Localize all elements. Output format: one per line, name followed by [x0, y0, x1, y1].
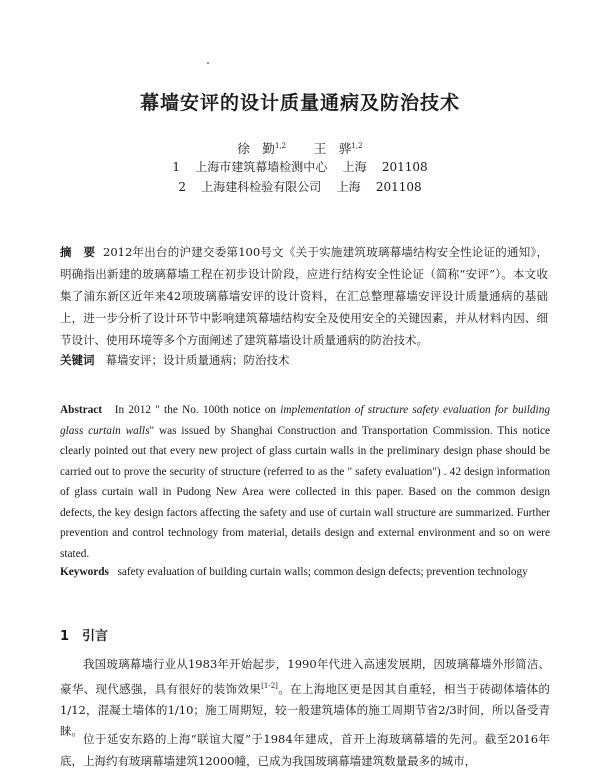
- keywords-en: [60, 562, 550, 583]
- author-1-affil: 1,2: [274, 141, 287, 150]
- keywords-en-label: Keywords: [60, 566, 109, 578]
- abstract-cn: [60, 241, 548, 351]
- keywords-cn: [60, 351, 548, 369]
- abstract-cn-text: 2012年出台的沪建交委第100号文《关于实施建筑玻璃幕墙结构安全性论证的通知》，明确指出新建的玻璃幕墙工程在初步设计阶段，应进行结构安全性论证（简称“安评”）。本文收集了浦东新区近年来42项玻璃幕墙安评的设计资料，在汇总整理幕墙安评设计质量通病的基础上，进一步分析了设计环节中影响建筑幕墙结构安全及使用安全的关键因素，并从材料内因、细节设计、使用环境等多个方面阐述了建筑幕墙设计质量通病的防治技术。: [60, 245, 549, 347]
- author-2-affil: 1,2: [351, 141, 363, 150]
- affiliation-2: 2 上海建科检验有限公司 上海 201108: [178, 180, 422, 194]
- abstract-en-part1: In 2012 " the No. 100th notice on: [114, 404, 281, 416]
- abstract-en: [60, 400, 550, 564]
- citation: [1-2]: [261, 681, 278, 690]
- abstract-en-italic: implementation of structure safety evaluation for building glass curtain walls: [60, 404, 550, 437]
- author-2: 王 骅: [313, 141, 352, 156]
- keywords-cn-text: 幕墙安评；设计质量通病；防治技术: [105, 353, 290, 367]
- section-heading: 1 引言: [60, 629, 109, 644]
- author-1: 徐 勤: [237, 141, 275, 156]
- body-paragraph-1: 我国玻璃幕墙行业从1983年开始起步，1990年代进入高速发展期，因玻璃幕墙外形简洁、豪华、现代感强，具有很好的装饰效果[1-2]。在上海地区更是因其自重轻，相当于砖砌体墙体的1/12，混凝土墙体的1/10；施工周期短，较一般建筑墙体的施工周期节省2/3时间，所以备受青睐。: [60, 657, 551, 739]
- affiliation-1: 1 上海市建筑幕墙检测中心 上海 201108: [172, 160, 428, 174]
- abstract-en-label: Abstract: [60, 404, 103, 416]
- scan-speck: [207, 62, 209, 64]
- author-line: [0, 139, 600, 157]
- keywords-en-text: safety evaluation of building curtain walls; common design defects; prevention technology: [117, 566, 528, 578]
- abstract-en-part2: " was issued by Shanghai Construction and Transportation Commission. This notice clearly pointed out that every new project of glass curtain walls in the preliminary design phase should be carried out to prove the security of structure (referred to as the " safety evaluation") . 42 design information of glass curtain wall in Pudong New Area were collected in this paper. Based on the common design defects, the key design factors affecting the safety and use of curtain wall structure are summarized. Further prevention and control technology from material, details design and external environment and so on were stated.: [60, 424, 550, 560]
- paper-title: 幕墙安评的设计质量通病及防治技术: [139, 92, 460, 114]
- keywords-cn-label: 关键词: [60, 353, 95, 367]
- body-paragraph-2: 位于延安东路的上海“联谊大厦”于1984年建成，首开上海玻璃幕墙的先河。截至2016年底，上海约有玻璃幕墙建筑12000幢，已成为我国玻璃幕墙建筑数量最多的城市，: [60, 732, 550, 768]
- abstract-cn-label: 摘 要: [60, 245, 96, 259]
